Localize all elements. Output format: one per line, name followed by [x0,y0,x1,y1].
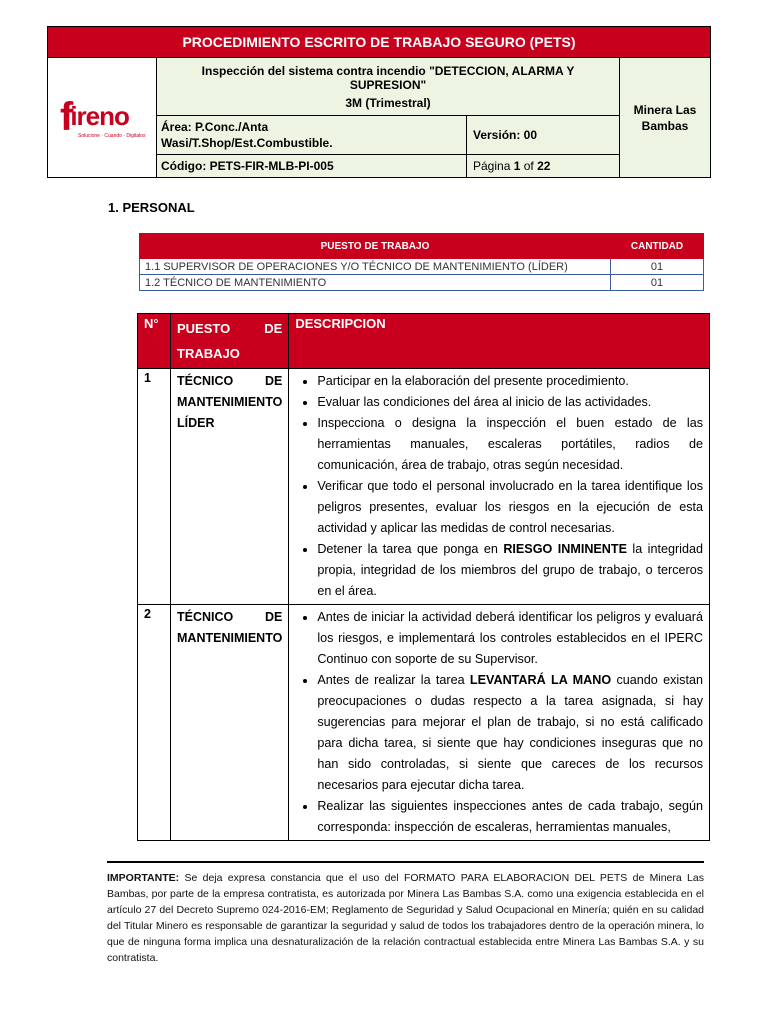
subtitle-line1: Inspección del sistema contra incendio "DETECCION, ALARMA Y [201,63,575,78]
list-item: • Inspecciona o designa la inspección el buen estado de las herramientas manuales, escaleras portátiles, radios de comunicación, área de trabajo, otras según necesidad. [317,413,703,476]
item-text: Antes de realizar la tarea [317,673,470,687]
puesto-a: TÉCNICO [177,610,234,624]
list-item [317,539,703,602]
row-description [289,369,710,605]
table-row [140,259,704,275]
area-line2: Wasi/T.Shop/Est.Combustible. [161,136,333,150]
cantidad-cell: 01 [611,275,704,291]
table-row [138,605,710,841]
item-bold: LEVANTARÁ LA MANO [469,673,612,687]
subtitle-line2: SUPRESION" [349,77,427,92]
cantidad-cell: 01 [611,259,704,275]
puesto-b: DE [264,374,283,388]
col-header-puesto [171,314,289,369]
row-puesto [171,369,289,605]
document-title: PROCEDIMIENTO ESCRITO DE TRABAJO SEGURO (PETS) [48,27,711,58]
procedure-subtitle [157,58,620,116]
row-description [289,605,710,841]
logo-letter: f [60,94,73,139]
table-row [138,369,710,605]
list-item: • Antes de iniciar la actividad deberá identificar los peligros y evaluará los riesgos, e implementará los controles establecidos en el IPERC Continuo con soporte de su Supervisor. [317,607,703,670]
logo-cell [48,58,157,178]
page-total: 22 [537,159,551,173]
list-item: • Verificar que todo el personal involucrado en la tarea identifique los peligros presentes, evaluar los riesgos en la ejecución de esta actividad y aplicar las medidas de control necesarias. [317,476,703,539]
footer-label: IMPORTANTE: [107,872,180,884]
page-of: of [520,159,538,173]
header-puesto-a: PUESTO [177,321,231,336]
item-bold: RIESGO INMINENTE [503,542,627,556]
logo-text: ireno [70,101,129,131]
puesto-a: TÉCNICO [177,374,234,388]
page-number: 1 [513,159,521,173]
col-header-cantidad: CANTIDAD [611,234,704,259]
list-item [317,670,703,796]
code-cell: Código: PETS-FIR-MLB-PI-005 [157,155,467,178]
header-puesto-c: TRABAJO [177,346,240,361]
logo-tagline: Solucione · Cuando · Digitalos [78,132,146,139]
item-text: la integridad propia, integridad de los miembros del grupo de trabajo, o terceros en el área. [317,542,703,598]
header-puesto-b: DE [264,321,283,336]
company-logo [48,94,156,139]
puesto-cell: 1.2 TÉCNICO DE MANTENIMIENTO [140,275,611,291]
page-cell [467,155,620,178]
col-header-descripcion: DESCRIPCION [289,314,710,369]
document-header [47,26,711,178]
footer-divider [107,861,704,863]
item-text: Detener la tarea que ponga en [317,542,504,556]
area-line1: Área: P.Conc./Anta [161,120,269,134]
list-item: • Realizar las siguientes inspecciones antes de cada trabajo, según corresponda: inspección de escaleras, herramientas manuales, [317,796,703,838]
row-number: 1 [138,369,171,605]
duties-table [137,313,710,841]
page-prefix: Página [473,159,514,173]
area-cell [157,116,467,155]
table-row [140,275,704,291]
list-item: • Evaluar las condiciones del área al inicio de las actividades. [317,392,703,413]
section-title: 1. PERSONAL [108,200,195,215]
col-header-puesto: PUESTO DE TRABAJO [140,234,611,259]
puesto-cell: 1.1 SUPERVISOR DE OPERACIONES Y/O TÉCNICO DE MANTENIMIENTO (LÍDER) [140,259,611,275]
company-name: Minera Las Bambas [620,58,711,178]
col-header-num: N° [138,314,171,369]
list-item: • Participar en la elaboración del presente procedimiento. [317,371,703,392]
puesto-b: DE [264,610,283,624]
footer-text: Se deja expresa constancia que el uso del FORMATO PARA ELABORACION DEL PETS de Minera Las Bambas, por parte de la empresa contratista, es autorizada por Minera Las Bambas S.A. como una exigencia establecida en el artículo 27 del Decreto Supremo 024-2016-EM; Reglamento de Seguridad y Salud Ocupacional en Minería; quién en su calidad del Titular Minero es responsable de garantizar la seguridad y salud de todos los trabajadores dentro de la operación minera, lo que de ninguna forma implica una desnaturalización de la relación contractual establecida entre Minera Las Bambas S.A. y su contratista. [107,872,704,964]
version-cell: Versión: 00 [467,116,620,155]
item-text: cuando existan preocupaciones o dudas respecto a la tarea asignada, si hay sugerencias para mejorar el plan de trabajo, si no está calificado para dicha tarea, si siente que hay condiciones inseguras que no han sido controladas, si siente que careces de los recursos necesarios para ejecutar dicha tarea. [317,673,703,792]
frequency: 3M (Trimestral) [345,95,431,110]
personnel-table [139,233,704,291]
footer-notice [107,870,704,966]
puesto-d: LÍDER [177,416,215,430]
row-number: 2 [138,605,171,841]
puesto-c: MANTENIMIENTO [177,631,283,645]
row-puesto [171,605,289,841]
puesto-c: MANTENIMIENTO [177,395,283,409]
